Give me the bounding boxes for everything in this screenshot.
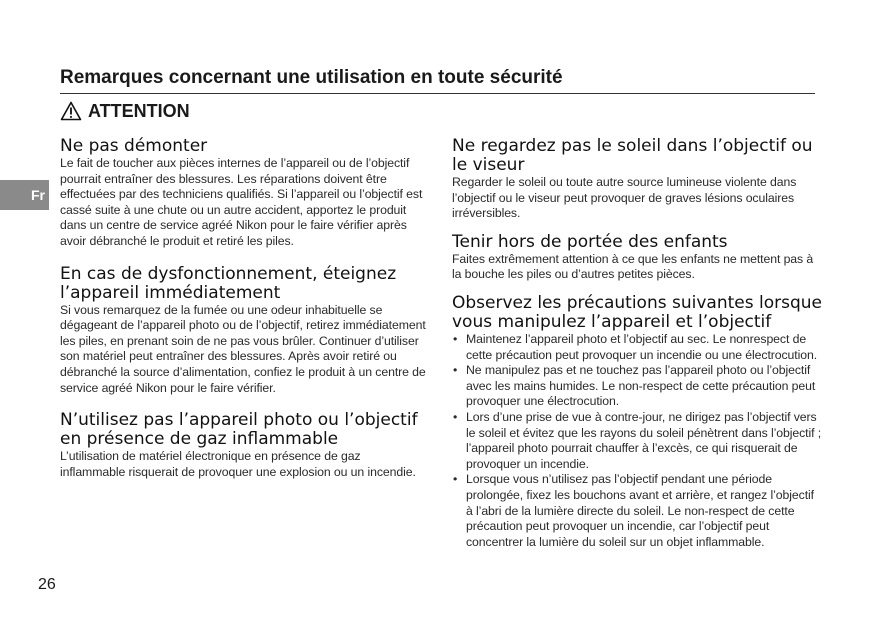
left-column — [60, 137, 428, 480]
language-tab-label: Fr — [31, 187, 45, 203]
page-title: Remarques concernant une utilisation en toute sécurité — [60, 66, 815, 94]
section-sun-viewfinder — [452, 137, 822, 222]
page-number: 26 — [38, 576, 56, 593]
attention-label: ATTENTION — [88, 100, 190, 121]
list-item: • Ne manipulez pas et ne touchez pas l’appareil photo ou l’objectif avec les mains humides. Le non-respect de cette précaution peut provoquer une électrocution. — [452, 363, 822, 410]
section-body: Regarder le soleil ou toute autre source lumineuse violente dans l’objectif ou le viseur peut provoquer de graves lésions oculaires irréversibles. — [452, 175, 797, 221]
right-column — [452, 137, 822, 550]
section-malfunction — [60, 265, 428, 397]
section-heading: Ne regardez pas le soleil dans l’objectif ou le viseur — [452, 136, 813, 175]
list-item: • Lorsque vous n’utilisez pas l’objectif pendant une période prolongée, fixez les bouchons avant et arrière, et rangez l’objectif à l’abri de la lumière directe du soleil. Le non-respect de cette précaution peut provoquer un incendie, car l’objectif peut concentrer la lumière du soleil sur un objet inflammable. — [452, 472, 822, 550]
language-tab — [0, 180, 49, 210]
section-children — [452, 233, 822, 283]
list-item: • Lors d’une prise de vue à contre-jour, ne dirigez pas l’objectif vers le soleil et évitez que les rayons du soleil pénètrent dans l’objectif ; l’appareil photo pourrait chauffer à l’excès, ce qui risquerait de provoquer un incendie. — [452, 410, 822, 472]
section-do-not-disassemble — [60, 137, 428, 250]
section-heading: Observez les précautions suivantes lorsque vous manipulez l’appareil et l’objectif — [452, 292, 822, 332]
precautions-list — [452, 332, 822, 550]
section-heading: Ne pas démonter — [60, 136, 208, 156]
section-body: Faites extrêmement attention à ce que les enfants ne mettent pas à la bouche les piles ou d’autres petites pièces. — [452, 251, 814, 282]
section-body: Si vous remarquez de la fumée ou une odeur inhabituelle se dégageant de l’appareil photo ou de l’objectif, retirez immédiatement les piles, en prenant soin de ne pas vous brûler. Continuer d’utiliser son matériel peut entraîner des blessures. Après avoir retiré ou débranché la source d’alimentation, confiez le produit à un centre de service agréé Nikon pour le faire vérifier. — [60, 302, 426, 395]
section-body: L’utilisation de matériel électronique en présence de gaz inflammable risquerait de provoquer une explosion ou un incendie. — [60, 449, 416, 479]
attention-heading — [60, 99, 190, 123]
section-heading: Tenir hors de portée des enfants — [452, 231, 728, 252]
section-heading: En cas de dysfonctionnement, éteignez l’appareil immédiatement — [60, 263, 397, 303]
section-body: Le fait de toucher aux pièces internes de l’appareil ou de l’objectif pourrait entraîner des blessures. Les réparations doivent être effectuées par des techniciens qualifiés. Si l’appareil ou l’objectif est cassé suite à une chute ou un autre accident, apportez le produit dans un centre de service agréé Nikon pour le faire vérifier après avoir débranché le produit et retiré les piles. — [60, 156, 423, 248]
section-heading: N’utilisez pas l’appareil photo ou l’objectif en présence de gaz inflammable — [60, 410, 418, 450]
warning-triangle-icon — [60, 101, 82, 121]
section-handling-precautions — [452, 294, 822, 550]
list-item: • Maintenez l’appareil photo et l’objectif au sec. Le nonrespect de cette précaution peut provoquer un incendie ou une électrocution. — [452, 332, 822, 363]
section-flammable-gas — [60, 411, 428, 480]
